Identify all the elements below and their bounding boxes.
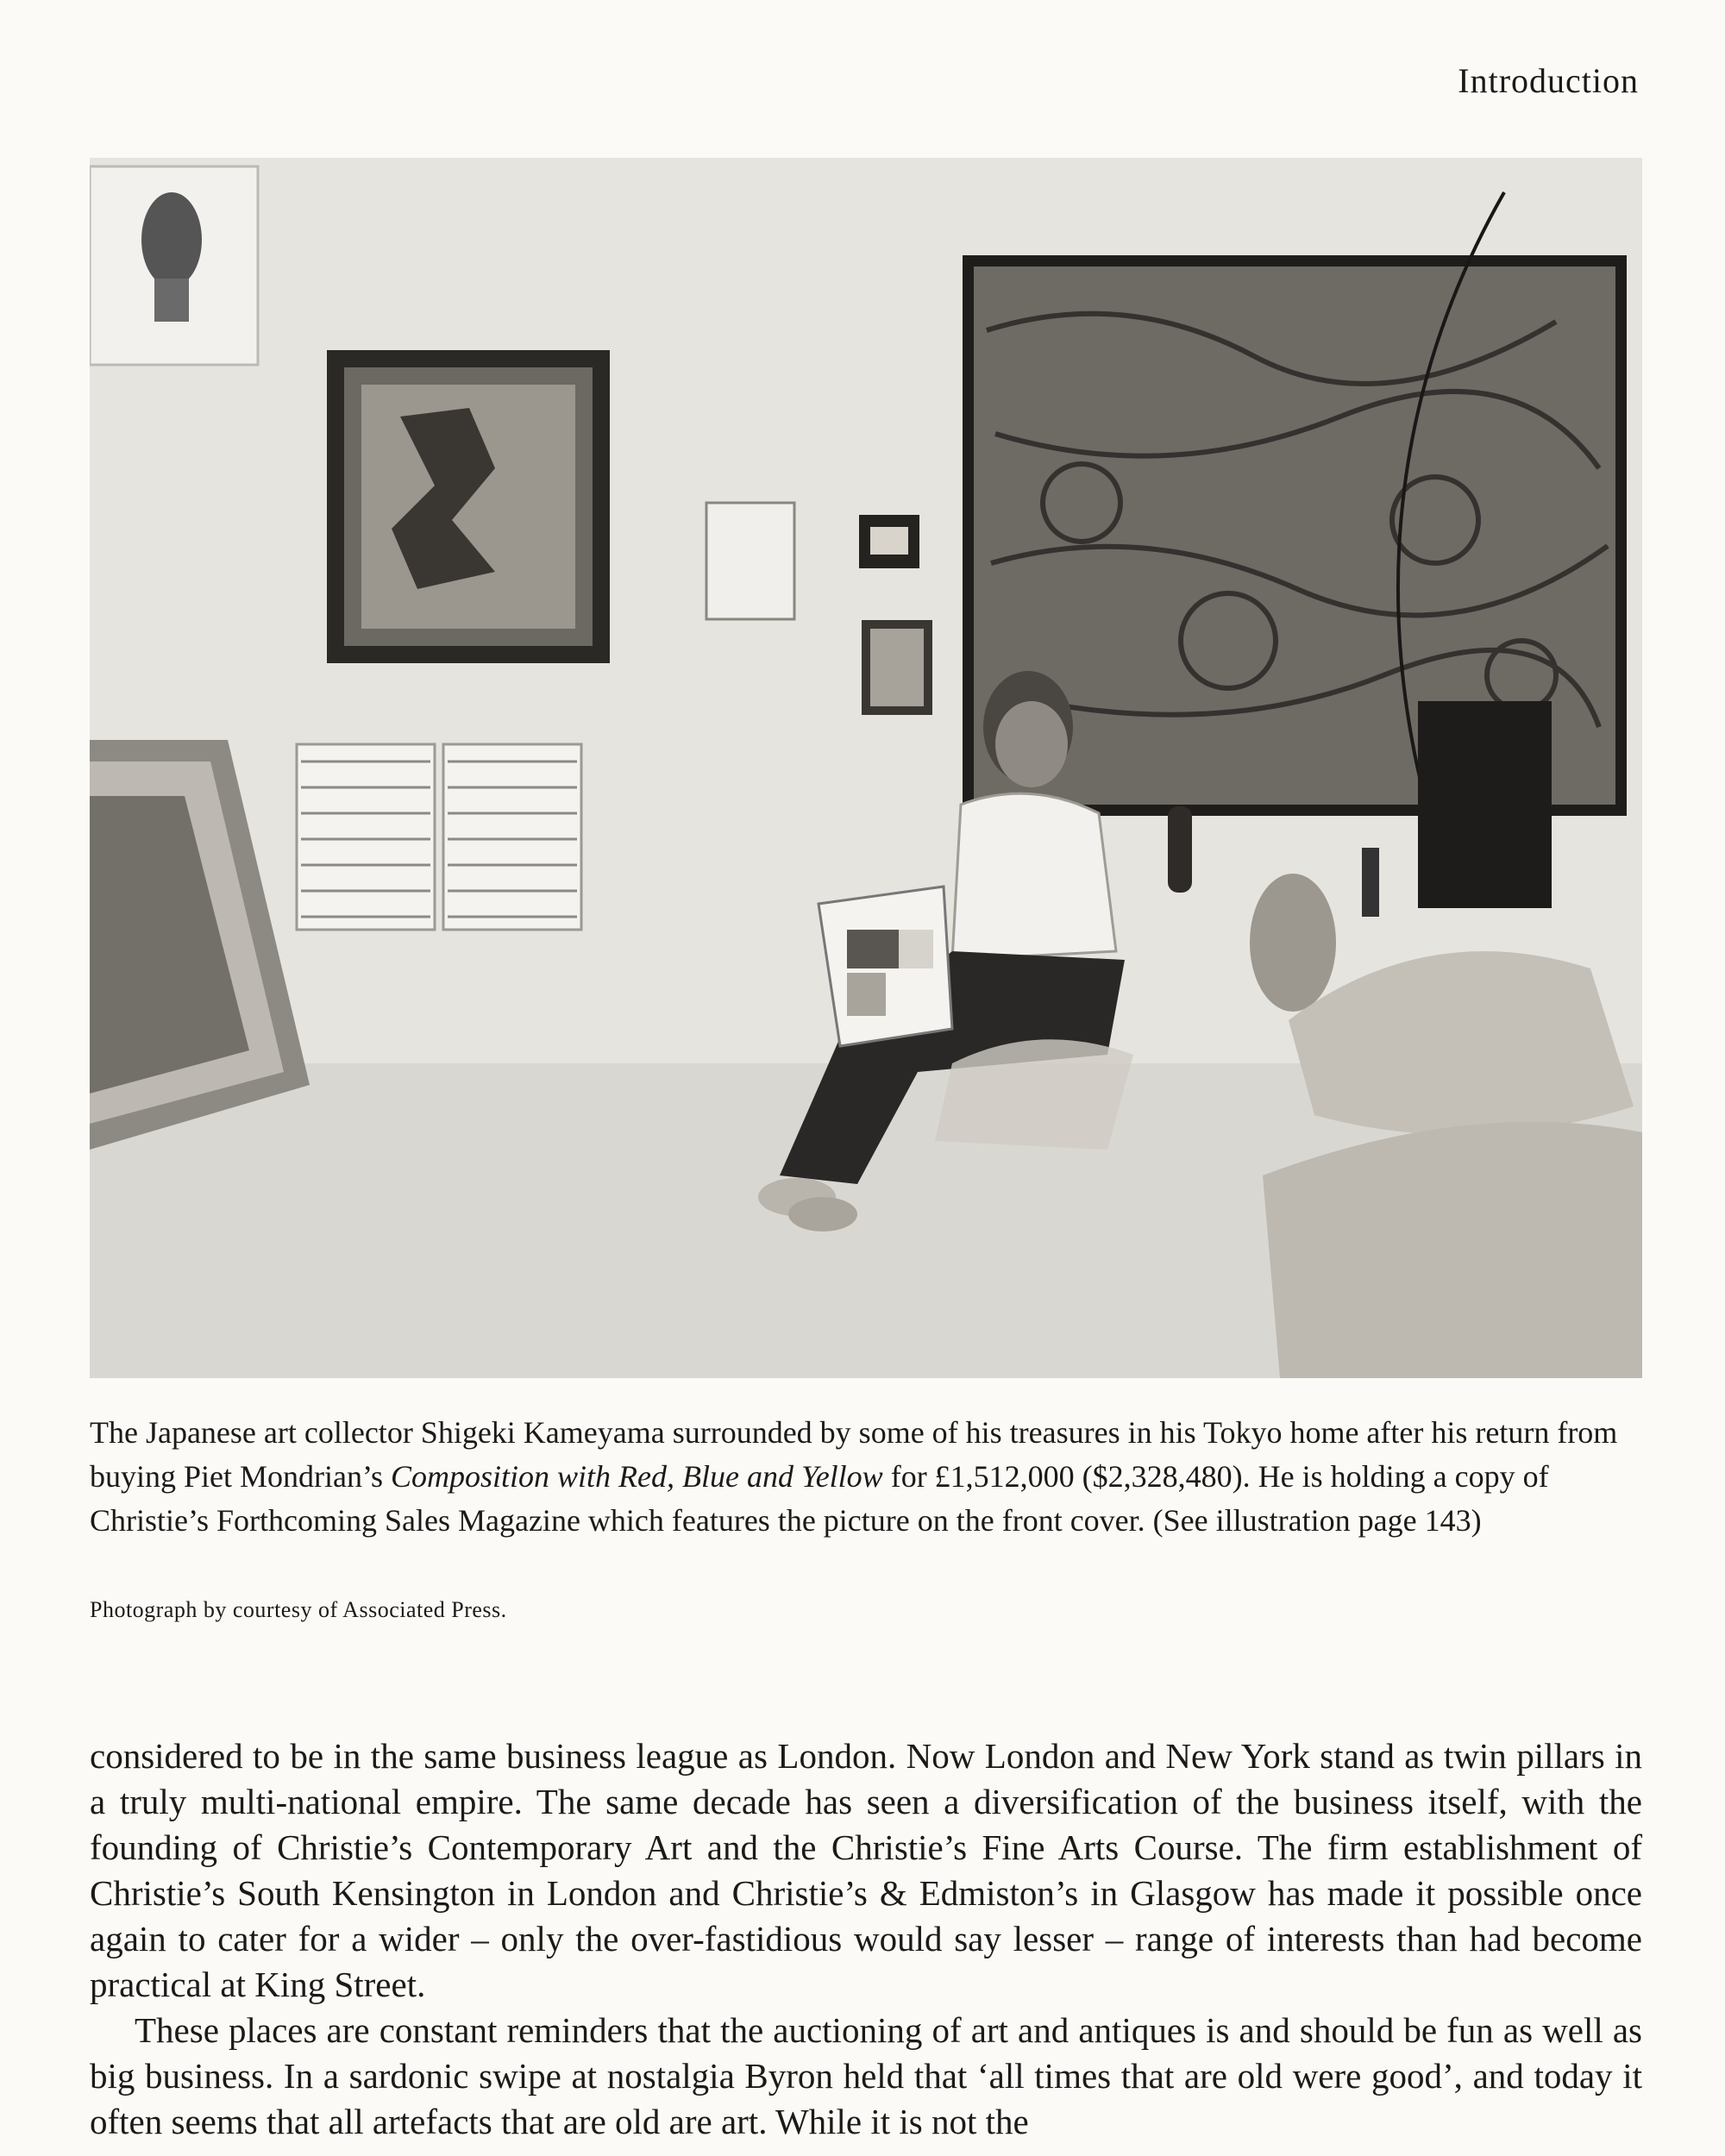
running-head: Introduction [1458, 61, 1639, 100]
photo-caption [90, 1411, 1642, 1543]
body-text [90, 1733, 1642, 2145]
photograph [90, 158, 1642, 1378]
caption-text-end: for £1,512,000 ($2,328,480). He is holding a copy of Christie’s Forthcoming Sales Magazine which features the picture on the front cover. (See illustration page 143) [90, 1459, 1549, 1538]
photo-credit: Photograph by courtesy of Associated Press. [90, 1597, 507, 1622]
caption-text-start: The Japanese art collector Shigeki Kameyama surrounded by some of his treasures in his Tokyo home after his return from buying Piet Mondrian’s [90, 1415, 1618, 1494]
body-paragraph-2: These places are constant reminders that the auctioning of art and antiques is and should be fun as well as big business. In a sardonic swipe at nostalgia Byron held that ‘all times that are old were good’, and today it often seems that all artefacts that are old are art. While it is not the [90, 2010, 1642, 2141]
body-paragraph-1: considered to be in the same business league as London. Now London and New York stand as twin pillars in a truly multi-national empire. The same decade has seen a diversification of the business itself, with the founding of Christie’s Contemporary Art and the Christie’s Fine Arts Course. The firm establishment of Christie’s South Kensington in London and Christie’s & Edmiston’s in Glasgow has made it possible once again to cater for a wider – only the over-fastidious would say lesser – range of interests than had become practical at King Street. [90, 1736, 1642, 2004]
caption-artwork-title: Composition with Red, Blue and Yellow [391, 1459, 883, 1494]
